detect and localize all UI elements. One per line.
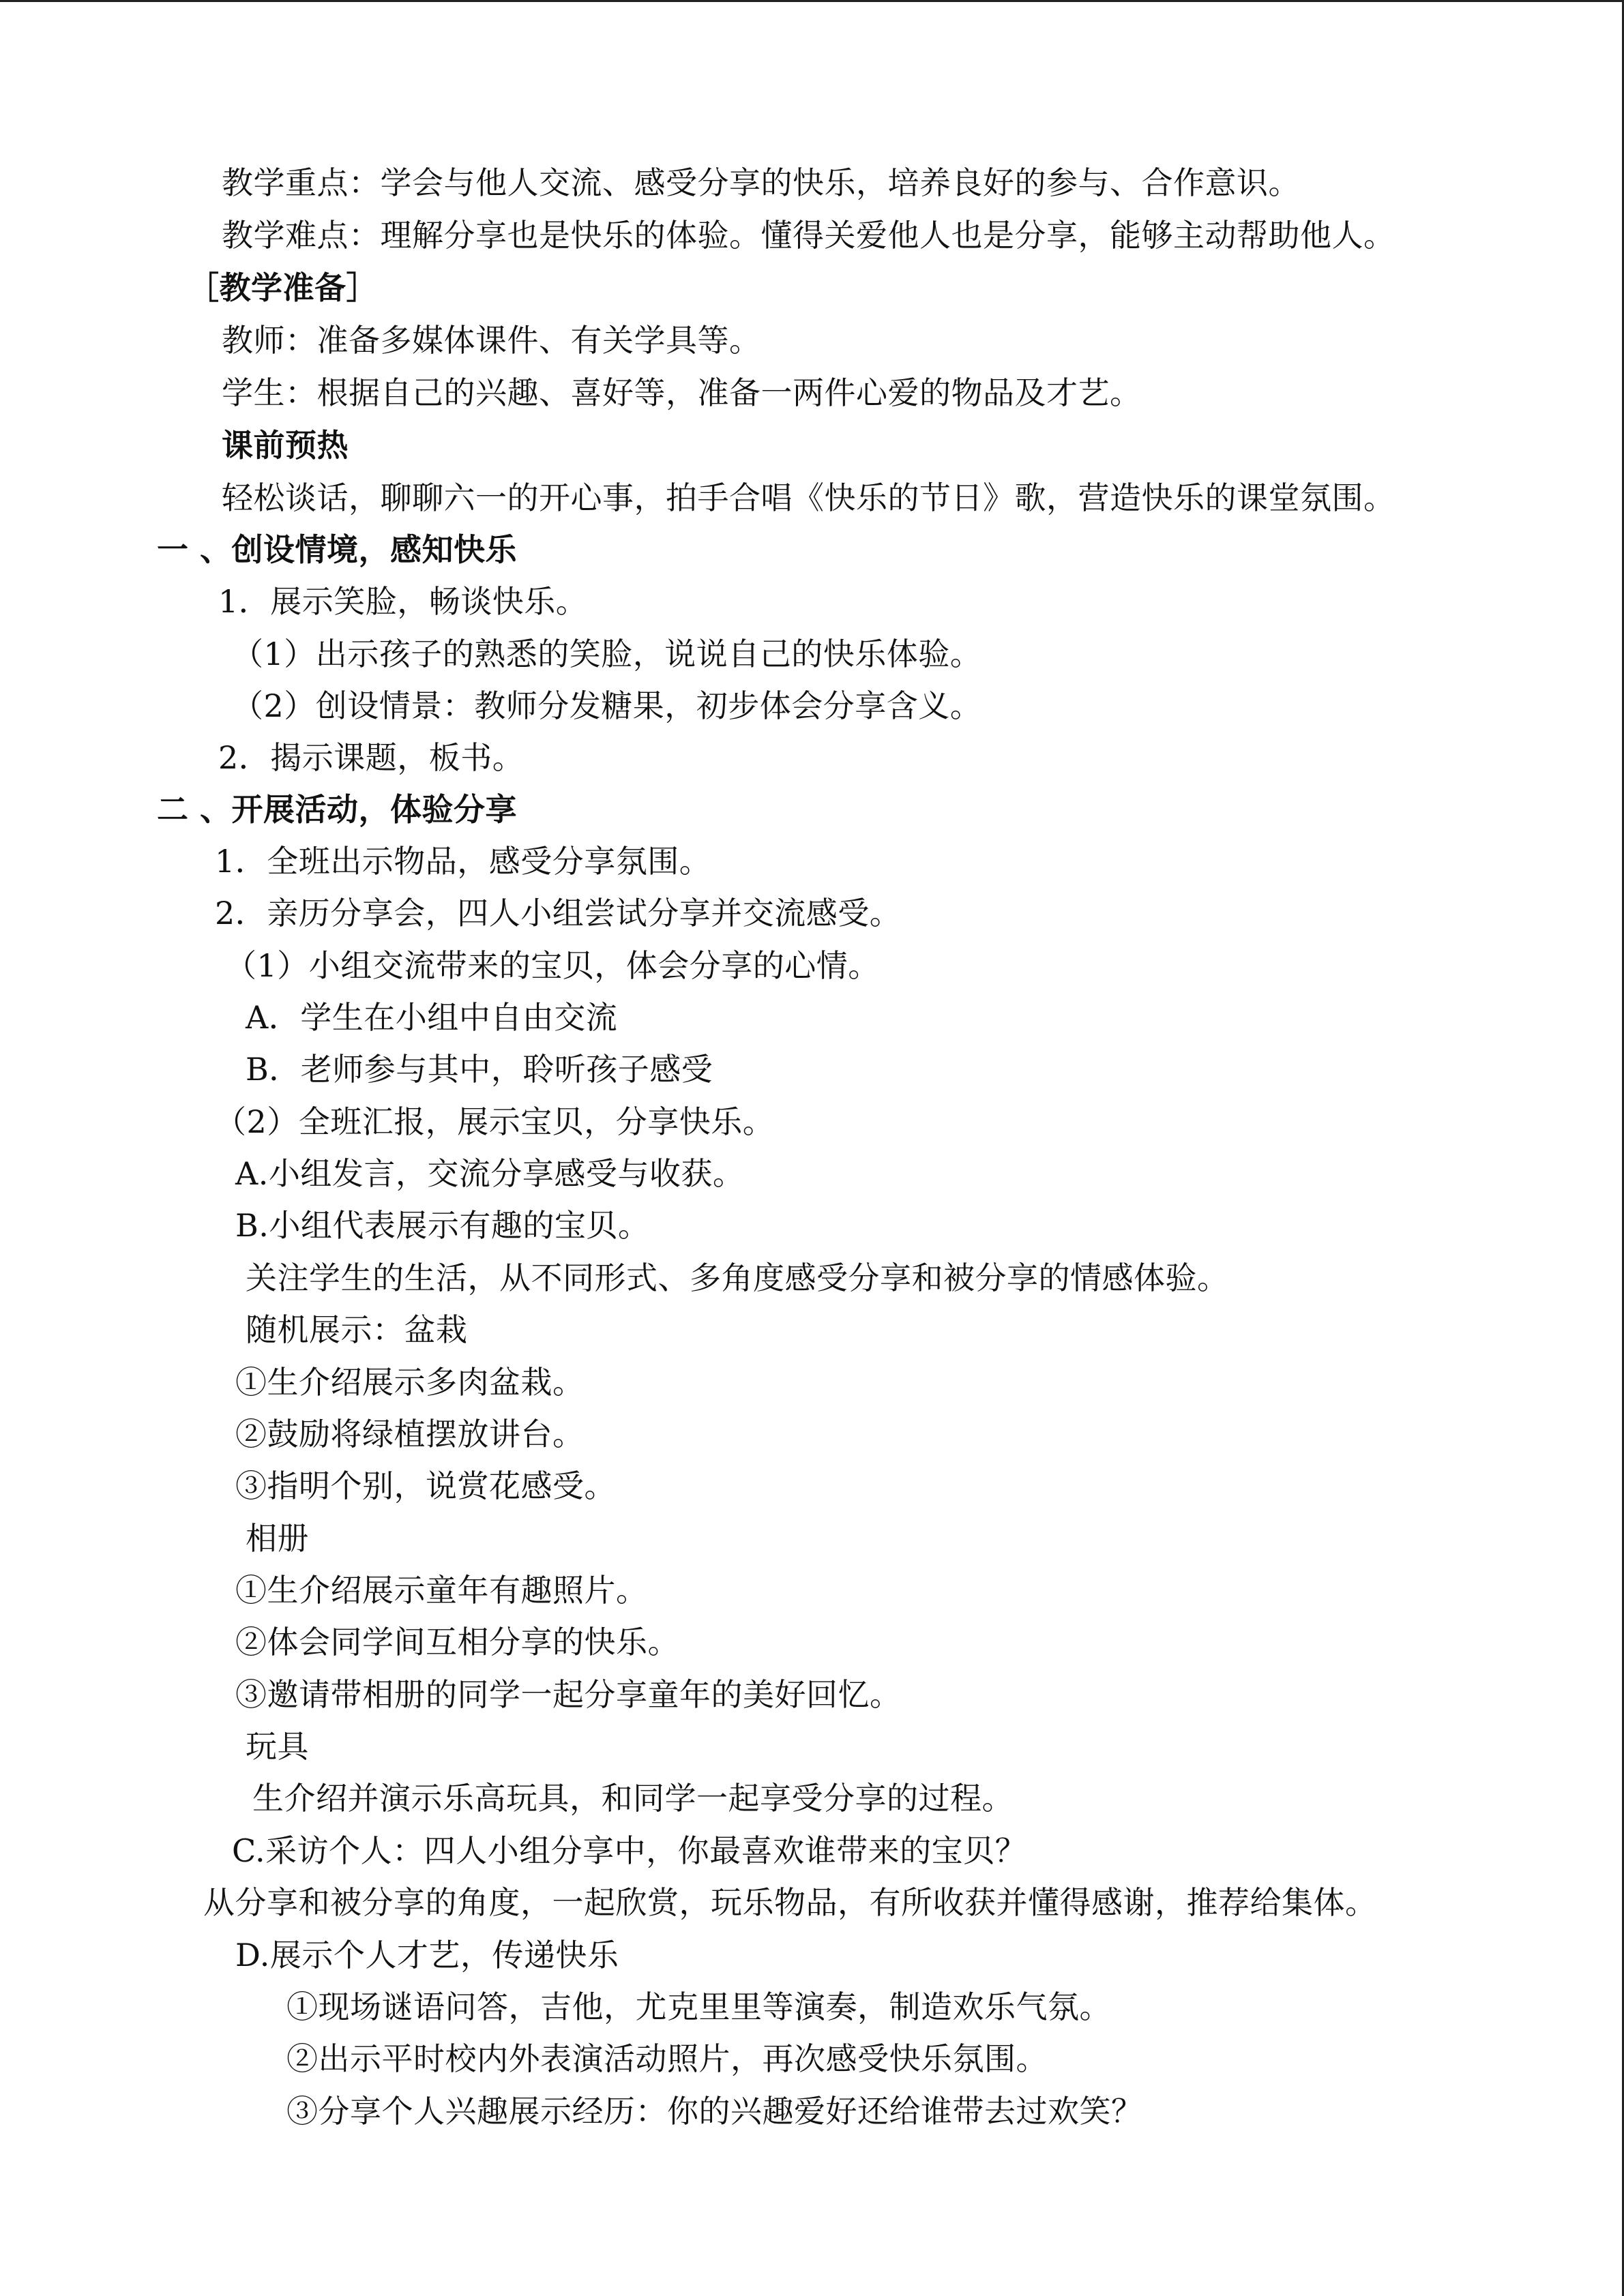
section-heading-preparation: ［教学准备］ bbox=[188, 269, 378, 306]
warmup-text: 轻松谈话，聊聊六一的开心事，拍手合唱《快乐的节日》歌，营造快乐的课堂氛围。 bbox=[222, 479, 1396, 516]
list-item: ③分享个人兴趣展示经历：你的兴趣爱好还给谁带去过欢笑？ bbox=[286, 2093, 1143, 2130]
list-item: A．学生在小组中自由交流 bbox=[246, 999, 618, 1036]
list-item: D.展示个人才艺，传递快乐 bbox=[235, 1937, 619, 1973]
section-heading-warmup: 课前预热 bbox=[222, 427, 349, 464]
page-border-top bbox=[0, 0, 1624, 2]
list-item: ②出示平时校内外表演活动照片，再次感受快乐氛围。 bbox=[286, 2040, 1048, 2077]
list-item: 相册 bbox=[246, 1520, 309, 1557]
list-item: （1）小组交流带来的宝贝，体会分享的心情。 bbox=[225, 947, 880, 984]
section-heading-one: 一 、创设情境，感知快乐 bbox=[157, 531, 518, 568]
list-item: ①生介绍展示童年有趣照片。 bbox=[235, 1572, 648, 1609]
list-item: 2．亲历分享会，四人小组尝试分享并交流感受。 bbox=[215, 895, 902, 931]
difficult-point-text: 教学难点：理解分享也是快乐的体验。懂得关爱他人也是分享，能够主动帮助他人。 bbox=[222, 217, 1396, 254]
list-item: 随机展示：盆栽 bbox=[246, 1311, 468, 1348]
list-item: ②体会同学间互相分享的快乐。 bbox=[235, 1624, 679, 1660]
list-item: ③指明个别，说赏花感受。 bbox=[235, 1467, 616, 1504]
list-item: B.小组代表展示有趣的宝贝。 bbox=[235, 1207, 650, 1244]
list-item: ②鼓励将绿植摆放讲台。 bbox=[235, 1416, 585, 1452]
list-item: B．老师参与其中，聆听孩子感受 bbox=[246, 1051, 713, 1088]
list-item: （1）出示孩子的熟悉的笑脸，说说自己的快乐体验。 bbox=[232, 636, 982, 672]
paragraph-text: 生介绍并演示乐高玩具，和同学一起享受分享的过程。 bbox=[252, 1780, 1014, 1817]
list-item: ①生介绍展示多肉盆栽。 bbox=[235, 1364, 585, 1401]
section-heading-two: 二 、开展活动，体验分享 bbox=[157, 791, 518, 828]
list-item: （2）创设情景：教师分发糖果，初步体会分享含义。 bbox=[232, 687, 982, 724]
list-item: （2）全班汇报，展示宝贝，分享快乐。 bbox=[215, 1103, 775, 1140]
paragraph-text: 从分享和被分享的角度，一起欣赏，玩乐物品，有所收获并懂得感谢，推荐给集体。 bbox=[203, 1884, 1377, 1921]
list-item: 1．全班出示物品，感受分享氛围。 bbox=[215, 843, 711, 880]
list-item: A.小组发言，交流分享感受与收获。 bbox=[235, 1155, 745, 1192]
key-point-text: 教学重点：学会与他人交流、感受分享的快乐，培养良好的参与、合作意识。 bbox=[222, 164, 1300, 201]
list-item: 1．展示笑脸，畅谈快乐。 bbox=[218, 583, 588, 620]
list-item: C.采访个人：四人小组分享中，你最喜欢谁带来的宝贝？ bbox=[232, 1832, 1027, 1869]
teacher-preparation-text: 教师：准备多媒体课件、有关学具等。 bbox=[222, 322, 761, 359]
paragraph-text: 关注学生的生活，从不同形式、多角度感受分享和被分享的情感体验。 bbox=[246, 1259, 1229, 1296]
list-item: 玩具 bbox=[246, 1728, 309, 1765]
list-item: 2．揭示课题，板书。 bbox=[218, 739, 525, 776]
student-preparation-text: 学生：根据自己的兴趣、喜好等，准备一两件心爱的物品及才艺。 bbox=[222, 374, 1142, 411]
list-item: ①现场谜语问答，吉他，尤克里里等演奏，制造欢乐气氛。 bbox=[286, 1988, 1111, 2025]
list-item: ③邀请带相册的同学一起分享童年的美好回忆。 bbox=[235, 1676, 902, 1713]
